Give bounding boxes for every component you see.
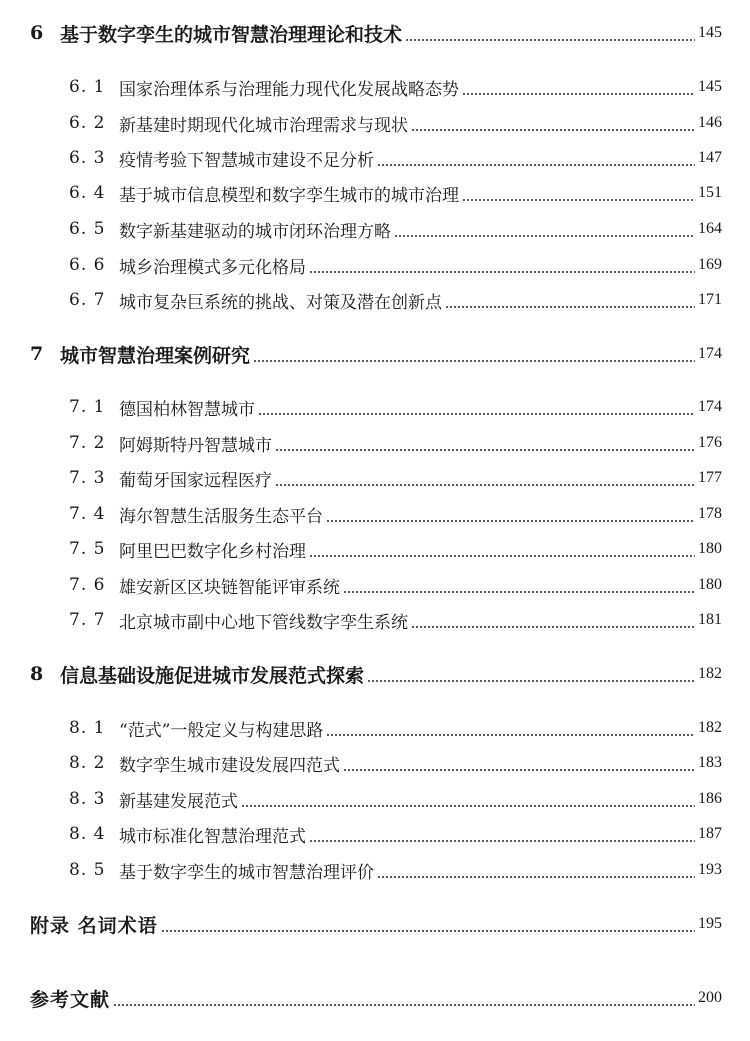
chapter-number: 6	[30, 22, 44, 44]
page-number: 181	[698, 611, 722, 628]
dot-leader	[462, 199, 695, 201]
section-title: 基于数字孪生的城市智慧治理评价	[119, 862, 374, 883]
section-title: 数字新基建驱动的城市闭环治理方略	[119, 221, 391, 242]
dot-leader	[326, 734, 695, 736]
page-number: 171	[698, 291, 722, 308]
section-title: 阿里巴巴数字化乡村治理	[119, 541, 306, 562]
dot-leader	[161, 930, 695, 932]
section-number: 8. 3	[69, 789, 106, 809]
page-number: 177	[698, 469, 722, 486]
toc-section-7-1[interactable]	[69, 391, 722, 423]
section-number: 6. 4	[69, 183, 106, 203]
section-number: 7. 2	[69, 433, 106, 453]
section-title: 北京城市副中心地下管线数字孪生系统	[119, 612, 408, 633]
page-number: 147	[698, 149, 722, 166]
page-number: 183	[698, 754, 722, 771]
chapter-title: 城市智慧治理案例研究	[60, 344, 251, 367]
toc-section-7-4[interactable]	[69, 498, 722, 530]
section-title: 阿姆斯特丹智慧城市	[119, 435, 272, 456]
toc-section-6-3[interactable]	[69, 142, 722, 174]
toc-section-7-6[interactable]	[69, 569, 722, 601]
section-number: 8. 4	[69, 824, 106, 844]
dot-leader	[377, 876, 695, 878]
references-title: 参考文献	[30, 988, 111, 1011]
toc-section-8-2[interactable]	[69, 747, 722, 779]
page-number: 164	[698, 220, 722, 237]
dot-leader	[411, 626, 695, 628]
page-number: 195	[698, 915, 722, 932]
dot-leader	[394, 235, 695, 237]
section-number: 6. 3	[69, 148, 106, 168]
section-number: 7. 6	[69, 575, 106, 595]
page-number: 180	[698, 540, 722, 557]
toc-section-8-1[interactable]	[69, 712, 722, 744]
section-number: 7. 3	[69, 468, 106, 488]
dot-leader	[405, 39, 695, 41]
section-number: 6. 6	[69, 255, 106, 275]
dot-leader	[462, 93, 695, 95]
dot-leader	[367, 680, 695, 682]
section-number: 8. 1	[69, 718, 106, 738]
dot-leader	[309, 555, 695, 557]
section-title: 数字孪生城市建设发展四范式	[119, 755, 340, 776]
page-number: 145	[698, 24, 722, 41]
toc-chapter-6[interactable]	[30, 17, 722, 49]
section-title: “范式”一般定义与构建思路	[119, 720, 324, 741]
toc-appendix[interactable]	[30, 908, 722, 940]
toc-section-8-5[interactable]	[69, 854, 722, 886]
page-number: 182	[698, 719, 722, 736]
section-title: 国家治理体系与治理能力现代化发展战略态势	[119, 79, 459, 100]
dot-leader	[258, 413, 695, 415]
toc-section-6-4[interactable]	[69, 177, 722, 209]
page-number: 145	[698, 78, 722, 95]
page-number: 186	[698, 790, 722, 807]
dot-leader	[309, 271, 695, 273]
toc-section-7-3[interactable]	[69, 462, 722, 494]
dot-leader	[275, 484, 695, 486]
page-number: 174	[698, 345, 722, 362]
chapter-title: 信息基础设施促进城市发展范式探索	[60, 664, 365, 687]
section-number: 7. 1	[69, 397, 106, 417]
chapter-number: 7	[30, 343, 44, 365]
toc-section-7-2[interactable]	[69, 427, 722, 459]
section-number: 8. 5	[69, 860, 106, 880]
toc-references[interactable]	[30, 982, 722, 1014]
toc-section-6-1[interactable]	[69, 71, 722, 103]
section-title: 海尔智慧生活服务生态平台	[119, 506, 323, 527]
dot-leader	[241, 805, 695, 807]
page-number: 174	[698, 398, 722, 415]
toc-section-6-2[interactable]	[69, 107, 722, 139]
page-number: 180	[698, 576, 722, 593]
page-number: 178	[698, 505, 722, 522]
section-number: 7. 4	[69, 504, 106, 524]
dot-leader	[326, 520, 695, 522]
section-title: 新基建发展范式	[119, 791, 238, 812]
dot-leader	[275, 449, 695, 451]
section-title: 德国柏林智慧城市	[119, 399, 255, 420]
page-number: 176	[698, 434, 722, 451]
toc-section-8-3[interactable]	[69, 783, 722, 815]
page-number: 146	[698, 114, 722, 131]
section-title: 城乡治理模式多元化格局	[119, 257, 306, 278]
section-title: 城市复杂巨系统的挑战、对策及潜在创新点	[119, 292, 442, 313]
page-number: 200	[698, 989, 722, 1006]
dot-leader	[411, 129, 695, 131]
section-number: 6. 2	[69, 113, 106, 133]
toc-section-6-7[interactable]	[69, 284, 722, 316]
page-number: 187	[698, 825, 722, 842]
page-number: 182	[698, 665, 722, 682]
dot-leader	[253, 360, 695, 362]
toc-section-8-4[interactable]	[69, 818, 722, 850]
section-title: 基于城市信息模型和数字孪生城市的城市治理	[119, 185, 459, 206]
toc-chapter-8[interactable]	[30, 658, 722, 690]
section-title: 雄安新区区块链智能评审系统	[119, 577, 340, 598]
section-number: 7. 7	[69, 610, 106, 630]
dot-leader	[377, 164, 695, 166]
dot-leader	[343, 769, 695, 771]
toc-section-6-6[interactable]	[69, 249, 722, 281]
chapter-title: 基于数字孪生的城市智慧治理理论和技术	[60, 23, 403, 46]
toc-section-6-5[interactable]	[69, 213, 722, 245]
toc-chapter-7[interactable]	[30, 338, 722, 370]
section-title: 葡萄牙国家远程医疗	[119, 470, 272, 491]
dot-leader	[343, 591, 695, 593]
chapter-number: 8	[30, 663, 44, 685]
section-number: 7. 5	[69, 539, 106, 559]
section-title: 城市标准化智慧治理范式	[119, 826, 306, 847]
dot-leader	[309, 840, 695, 842]
section-title: 疫情考验下智慧城市建设不足分析	[119, 150, 374, 171]
section-number: 6. 1	[69, 77, 106, 97]
section-number: 6. 5	[69, 219, 106, 239]
dot-leader	[445, 306, 695, 308]
appendix-title: 附录 名词术语	[30, 914, 158, 937]
toc-section-7-7[interactable]	[69, 604, 722, 636]
toc-section-7-5[interactable]	[69, 533, 722, 565]
section-number: 6. 7	[69, 290, 106, 310]
page-number: 151	[698, 184, 722, 201]
section-title: 新基建时期现代化城市治理需求与现状	[119, 115, 408, 136]
page-number: 193	[698, 861, 722, 878]
section-number: 8. 2	[69, 753, 106, 773]
dot-leader	[113, 1004, 695, 1006]
page-number: 169	[698, 256, 722, 273]
